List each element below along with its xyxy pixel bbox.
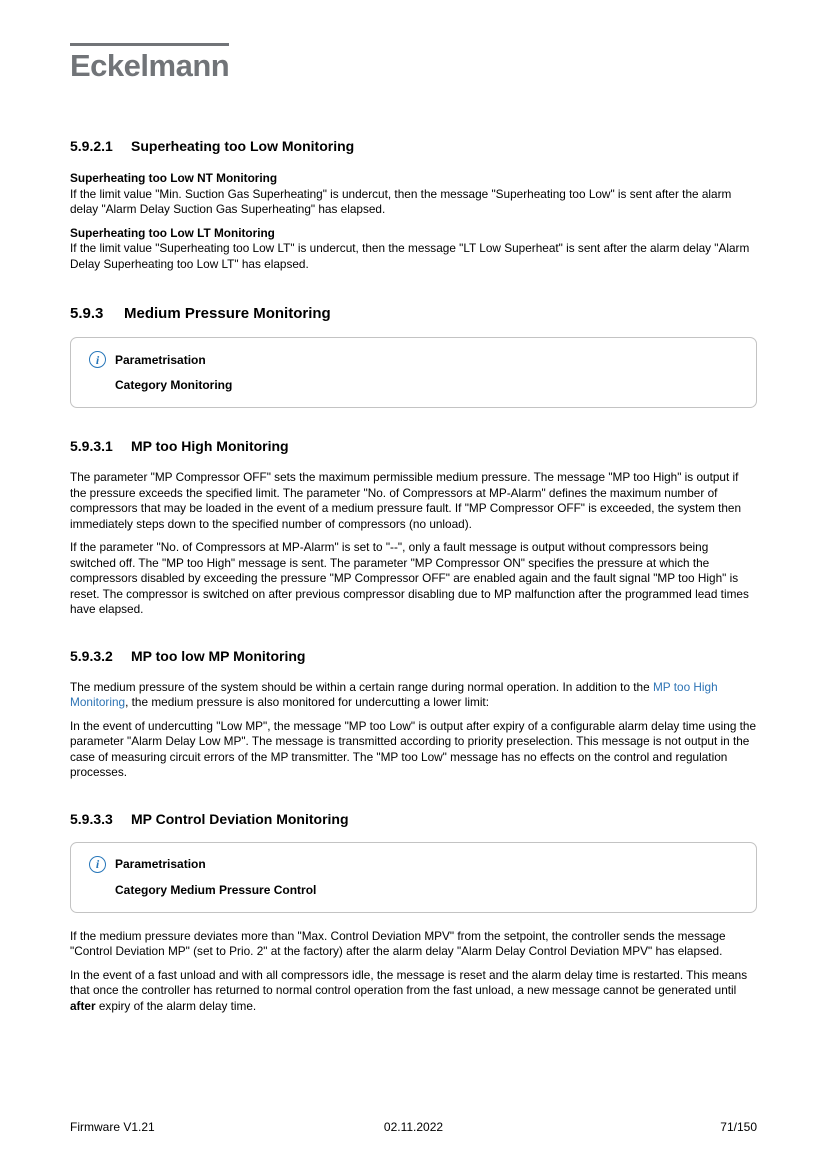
heading-5-9-3 (70, 305, 757, 322)
heading-number: 5.9.3.1 (70, 438, 113, 454)
paragraph-text: expiry of the alarm delay time. (95, 998, 257, 1013)
paragraph-control-deviation-2 (70, 968, 757, 1015)
footer-firmware-version: Firmware V1.21 (70, 1120, 155, 1134)
paragraph-text: In the event of a fast unload and with all compressors idle, the message is reset and the alarm delay time is restarted. This means that once the controller has returned to normal control operation from the fast unload, a new message cannot be generated until (70, 967, 748, 997)
paragraph-mp-too-low-1 (70, 680, 757, 711)
emphasized-word: after (70, 998, 96, 1013)
heading-number: 5.9.3 (70, 305, 104, 322)
note-category: Category Medium Pressure Control (115, 882, 317, 897)
paragraph-nt-monitoring: If the limit value "Min. Suction Gas Superheating" is undercut, then the message "Superheating too Low" is sent after the alarm delay "Alarm Delay Suction Gas Superheating" has elapsed. (70, 186, 732, 216)
parametrisation-note-box-2 (70, 842, 757, 913)
subheading-lt-monitoring: Superheating too Low LT Monitoring (70, 225, 275, 240)
paragraph-mp-too-high-2: If the parameter "No. of Compressors at MP-Alarm" is set to "--", only a fault message is output without compressors being switched off. The "MP too High" message is sent. The parameter "MP Compressor ON" specifies the pressure at which the compressors disabled by exceeding the pressure "MP Compressor OFF" are enabled again and the fault signal "MP too High" is reset. The compressor is switched on after previous compressor disabling due to MP malfunction after the programmed lead times have elapsed. (70, 540, 749, 616)
note-title: Parametrisation (115, 352, 206, 367)
note-title: Parametrisation (115, 857, 206, 871)
heading-5-9-3-3 (70, 811, 757, 827)
heading-title: MP too low MP Monitoring (131, 647, 306, 664)
heading-number: 5.9.3.3 (70, 810, 113, 827)
heading-number: 5.9.2.1 (70, 138, 113, 154)
paragraph-control-deviation-1: If the medium pressure deviates more than "Max. Control Deviation MPV" from the setpoint, the controller sends the message "Control Deviation MP" (set to Prio. 2" at the factory) after the alarm delay "Alarm Delay Control Deviation MPV" has elapsed. (70, 928, 726, 958)
heading-title: MP Control Deviation Monitoring (131, 810, 349, 827)
footer-page-number: 71/150 (720, 1120, 757, 1134)
heading-title: MP too High Monitoring (131, 438, 289, 454)
paragraph-text: The medium pressure of the system should be within a certain range during normal operation. In addition to the (70, 679, 653, 694)
logo-bar (70, 43, 229, 46)
parametrisation-note-box-1 (70, 337, 757, 408)
info-icon: i (89, 856, 106, 873)
heading-number: 5.9.3.2 (70, 647, 113, 664)
subheading-nt-monitoring: Superheating too Low NT Monitoring (70, 171, 278, 185)
note-title-row (89, 351, 738, 368)
heading-title: Superheating too Low Monitoring (131, 138, 355, 154)
heading-5-9-3-2 (70, 648, 757, 664)
footer-date: 02.11.2022 (383, 1120, 444, 1134)
heading-5-9-3-1 (70, 438, 757, 454)
paragraph-mp-too-low-2: In the event of undercutting "Low MP", the message "MP too Low" is output after expiry of a configurable alarm delay time using the parameter "Alarm Delay Low MP". The message is transmitted according to priority preselection. This message is not output in the case of measuring circuit errors of the MP transmitter. The "MP too Low" message has no effects on the control and regulation processes. (70, 718, 757, 779)
note-title-row (89, 856, 738, 873)
info-icon: i (89, 351, 106, 368)
note-category: Category Monitoring (115, 378, 233, 392)
heading-5-9-2-1 (70, 138, 757, 154)
mp-too-high-monitoring-link[interactable]: MP too High Monitoring (70, 679, 718, 709)
logo-text: Eckelmann (70, 48, 230, 83)
paragraph-mp-too-high-1: The parameter "MP Compressor OFF" sets the maximum permissible medium pressure. The message "MP too High" is output if the pressure exceeds the specified limit. The parameter "No. of Compressors at MP-Alarm" defines the maximum number of compressors that may be loaded in the event of a medium pressure fault. If "MP Compressor OFF" is exceeded, the system then immediately steps down to the specified number of compressors (no unload). (70, 470, 742, 531)
heading-title: Medium Pressure Monitoring (124, 305, 331, 322)
eckelmann-logo (70, 43, 229, 81)
paragraph-lt-monitoring: If the limit value "Superheating too Low LT" is undercut, then the message "LT Low Superheat" is sent after the alarm delay "Alarm Delay Superheating too Low LT" has elapsed. (70, 241, 750, 271)
paragraph-text: , the medium pressure is also monitored for undercutting a lower limit: (125, 695, 489, 709)
